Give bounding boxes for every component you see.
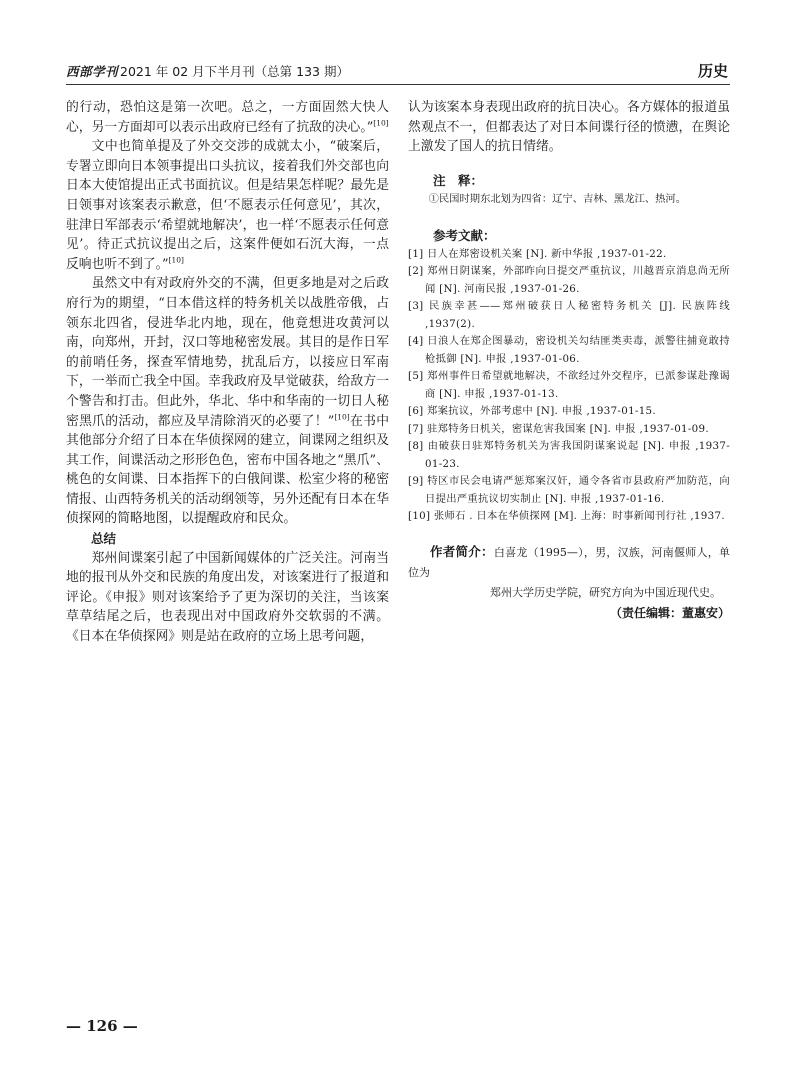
page-number: — 126 — — [66, 1017, 138, 1035]
citation: [10] — [168, 255, 184, 265]
reference-list — [408, 246, 730, 526]
paragraph-text: 文中也简单提及了外交交涉的成就太小，“破案后，专署立即向日本领事提出口头抗议，接着我们外交部也向日本大使馆提出正式书面抗议。但是结果怎样呢？最先是日领事对该案表示歉意，但‘不愿表示任何意见’，其次，驻津日军部表示‘希望就地解决’，也一样‘不愿表示任何意见’。待正式抗议提出之后，这案件便如石沉大海，一点反响也听不到了。” — [66, 139, 389, 272]
author-bio-line2: 郑州大学历史学院，研究方向为中国近现代史。 — [490, 585, 721, 599]
header-divider — [66, 84, 730, 85]
note-item: ①民国时期东北划为四省：辽宁、吉林、黑龙江、热河。 — [428, 192, 687, 205]
journal-name: 西部学刊 — [66, 64, 119, 79]
author-bio-line1: 白喜龙（1995—），男，汉族，河南偃师人，单位为 — [408, 545, 730, 579]
reference-item: [4] 日浪人在郑企图暴动，密设机关勾结匪类卖毒，派警往捕竟敢持枪抵御 [N]. 申报 ,1937-01-06. — [408, 335, 730, 365]
paragraph — [66, 137, 389, 274]
paragraph-text: 虽然文中有对政府外交的不满，但更多地是对之后政府行为的期望，“日本借这样的特务机关以战胜帝俄，占领东北四省，侵进华北内地，现在，他竟想进攻黄河以南，向郑州，开封，汉口等地秘密发展。其目的是作日军的前哨任务，探查军情地势，扰乱后方，以接应日军南下，一举而亡我全中国。幸我政府及早觉破获，给敌方一个警告和打击。但此外，华北、华中和华南的一切日人秘密黑爪的活动，都应及早清除消灭的必要了！” — [66, 276, 389, 429]
citation: [10] — [373, 118, 389, 128]
page-header — [66, 58, 730, 84]
issue-info: 2021 年 02 月下半月刊（总第 133 期） — [120, 64, 349, 79]
reference-item: [2] 郑州日阴谋案，外部昨向日提交严重抗议，川越晋京消息尚无所闻 [N]. 河南民报 ,1937-01-26. — [408, 265, 730, 295]
left-column — [66, 98, 389, 647]
reference-item: [5] 郑州事件日希望就地解决，不欲经过外交程序，已派参谋赴豫谒商 [N]. 申报 ,1937-01-13. — [408, 370, 730, 400]
notes-heading: 注 释： — [433, 172, 484, 188]
author-bio — [408, 542, 730, 583]
spacer — [408, 526, 730, 542]
reference-item: [7] 驻郑特务日机关，密谋危害我国案 [N]. 申报 ,1937-01-09. — [408, 422, 709, 435]
paragraph — [66, 98, 389, 137]
section-heading: 总结 — [91, 531, 117, 547]
paragraph-text: 的行动，恐怕这是第一次吧。总之，一方面固然大快人心，另一方面却可以表示出政府已经有了抗敌的决心。” — [66, 100, 389, 135]
reference-item: [1] 日人在郑密设机关案 [N]. 新中华报 ,1937-01-22. — [408, 247, 667, 260]
paragraph: 认为该案本身表现出政府的抗日决心。各方媒体的报道虽然观点不一，但都表达了对日本间谍行径的愤懑，在舆论上激发了国人的抗日情绪。 — [408, 100, 730, 155]
paragraph: 郑州间谍案引起了中国新闻媒体的广泛关注。河南当地的报刊从外交和民族的角度出发，对该案进行了报道和评论。《申报》则对该案给予了更为深切的关注，当该案草草结尾之后，也表现出对中国政府外交软弱的不满。《日本在华侦探网》则是站在政府的立场上思考问题， — [66, 550, 389, 645]
reference-item: [8] 由破获日驻郑特务机关为害我国阴谋案说起 [N]. 申报 ,1937-01-23. — [408, 440, 730, 470]
citation: [10] — [334, 412, 350, 422]
header-journal-info — [66, 62, 349, 80]
reference-item: [6] 郑案抗议，外部考虑中 [N]. 申报 ,1937-01-15. — [408, 405, 656, 418]
reference-item: [10] 张师石 . 日本在华侦探网 [M]. 上海：时事新闻刊行社 ,1937. — [408, 510, 725, 523]
right-column — [408, 98, 730, 623]
reference-item: [3] 民族幸甚——郑州破获日人秘密特务机关 [J]. 民族阵线 ,1937(2). — [408, 300, 730, 330]
spacer — [408, 157, 730, 171]
spacer — [408, 208, 730, 226]
paragraph-text: 在书中其他部分介绍了日本在华侦探网的建立，间谍网之组织及其工作，间谍活动之形形色色，密布中国各地之“黑爪”、桃色的女间谍、日本指挥下的白俄间谍、松室少将的秘密情报、山西特务机关的活动纲领等，另外还配有日本在华侦探网的简略地图，以提醒政府和民众。 — [66, 413, 390, 527]
reference-item: [9] 特区市民会电请严惩郑案汉奸，通令各省市县政府严加防范，向日提出严重抗议切实制止 [N]. 申报 ,1937-01-16. — [408, 475, 730, 505]
paragraph — [66, 274, 389, 529]
references-heading: 参考文献： — [433, 227, 496, 243]
editor-credit: （责任编辑：董惠安） — [609, 605, 730, 620]
section-label: 历史 — [697, 62, 728, 80]
author-label: 作者简介： — [430, 543, 494, 559]
